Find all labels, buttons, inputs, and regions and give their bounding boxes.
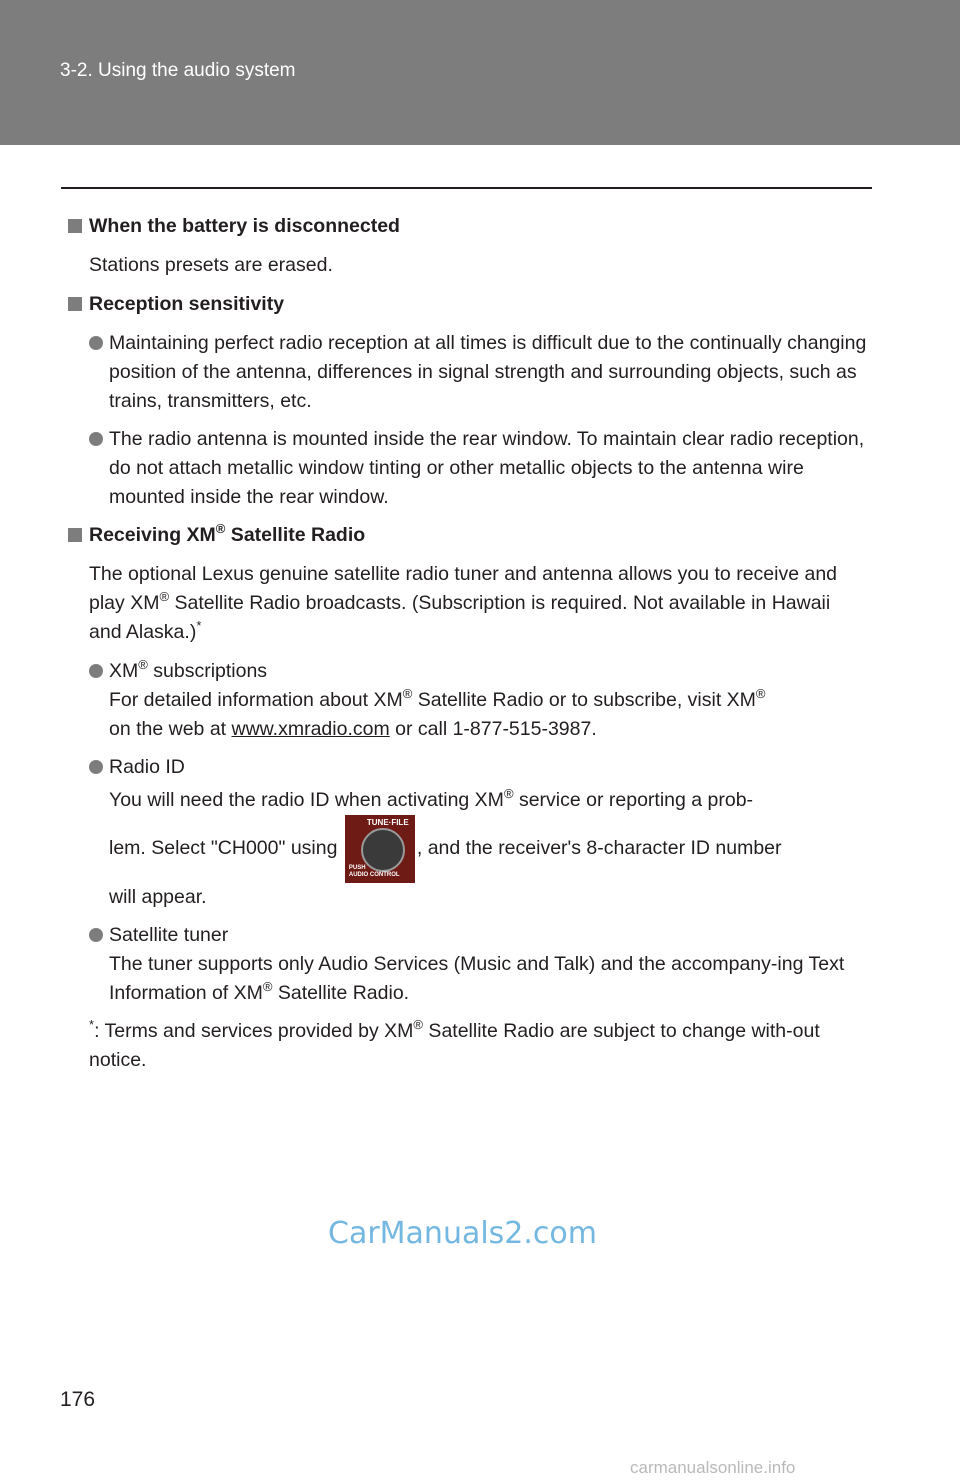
xm-intro: The optional Lexus genuine satellite radio tuner and antenna allows you to receive and play XM® Satellite Radio broadcasts. (Subscription is required. Not available in Hawaii and Alaska.)* — [89, 563, 838, 643]
circle-bullet-icon — [89, 928, 103, 942]
heading-reception: Reception sensitivity — [68, 290, 868, 319]
square-bullet-icon — [68, 219, 82, 233]
xm-radio-id: Radio ID You will need the radio ID when activating XM® service or reporting a prob- lem. Select "CH000" using TUNE·FILE PUSH AUDIO CONTROL , and the receiver's 8-character ID number will appear. — [68, 753, 868, 912]
main-content — [68, 212, 868, 1085]
watermark: CarManuals2.com — [328, 1216, 598, 1251]
square-bullet-icon — [68, 528, 82, 542]
xm-satellite-tuner: Satellite tuner The tuner supports only Audio Services (Music and Talk) and the accompany-ing Text Information of XM® Satellite Radio. — [68, 921, 868, 1008]
square-bullet-icon — [68, 297, 82, 311]
reception-bullet-2: The radio antenna is mounted inside the rear window. To maintain clear radio reception, do not attach metallic window tinting or other metallic objects to the antenna wire mounted inside the rear window. — [68, 425, 868, 512]
tune-file-knob-icon: TUNE·FILE PUSH AUDIO CONTROL — [345, 815, 415, 883]
circle-bullet-icon — [89, 664, 103, 678]
reception-bullet-1: Maintaining perfect radio reception at all times is difficult due to the continually changing position of the antenna, differences in signal strength and surrounding objects, such as trains, transmitters, etc. — [68, 329, 868, 416]
xm-subscriptions: XM® subscriptions For detailed information about XM® Satellite Radio or to subscribe, visit XM® on the web at www.xmradio.com or call 1-877-515-3987. — [68, 657, 868, 744]
footnote: *: Terms and services provided by XM® Satellite Radio are subject to change with-out notice. — [89, 1016, 820, 1071]
battery-text: Stations presets are erased. — [89, 254, 333, 276]
heading-xm: Receiving XM® Satellite Radio — [68, 521, 868, 550]
divider — [61, 187, 872, 189]
footer-watermark: carmanualsonline.info — [630, 1458, 796, 1477]
heading-battery: When the battery is disconnected — [68, 212, 868, 241]
page-header — [0, 0, 960, 145]
circle-bullet-icon — [89, 336, 103, 350]
circle-bullet-icon — [89, 432, 103, 446]
circle-bullet-icon — [89, 760, 103, 774]
xmradio-link[interactable]: www.xmradio.com — [231, 718, 390, 740]
section-title: 3-2. Using the audio system — [60, 60, 296, 81]
page-number: 176 — [60, 1388, 96, 1411]
